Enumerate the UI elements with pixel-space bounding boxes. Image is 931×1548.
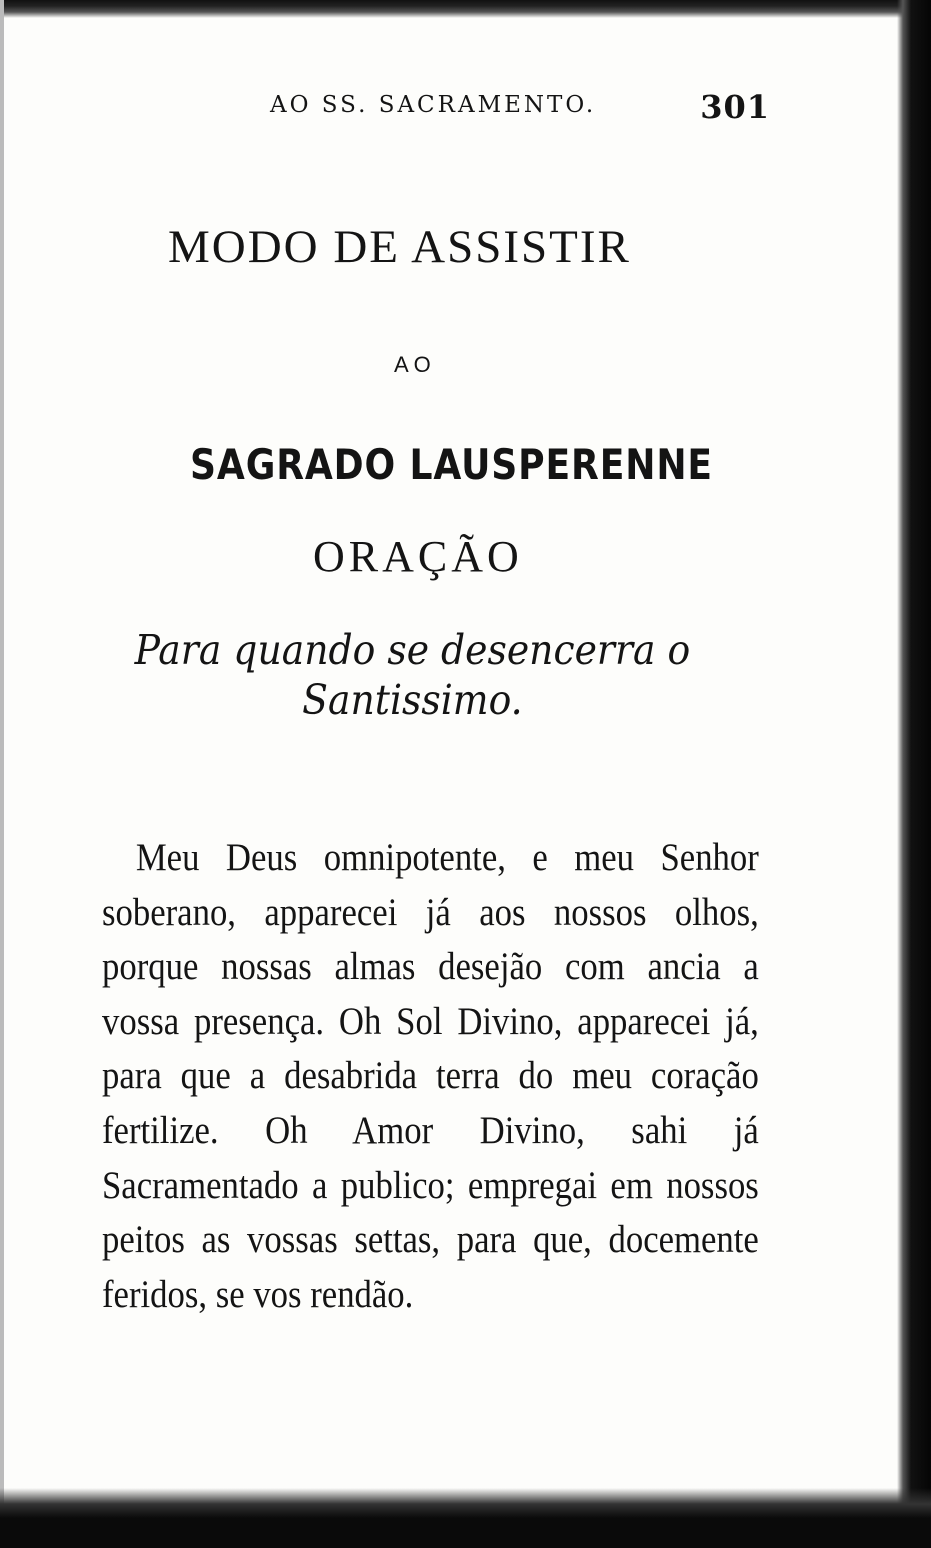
running-head bbox=[270, 88, 770, 128]
heading-sacred: SAGRADO LAUSPERENNE bbox=[190, 440, 713, 489]
prayer-body: Meu Deus omnipotente, e meu Senhor soberano, apparecei já aos nossos olhos, porque nossas almas desejão com ancia a vossa presença. Oh Sol Divino, apparecei já, para que a desabrida terra do meu coração fertilize. Oh Amor Divino, sahi já Sacramentado a publico; empregai em nossos peitos as vossas settas, para que, docemente feridos, se vos rendão. bbox=[102, 836, 759, 1316]
scan-edge-right bbox=[897, 0, 931, 1548]
scan-edge-bottom bbox=[0, 1488, 931, 1548]
heading-main: MODO DE ASSISTIR bbox=[168, 221, 631, 273]
page-number: 301 bbox=[700, 88, 770, 126]
scan-edge-top bbox=[0, 0, 931, 18]
prayer-subtitle: Para quando se desencerra o Santissimo. bbox=[134, 626, 691, 724]
scan-edge-left bbox=[0, 0, 4, 1548]
heading-connector: AO bbox=[394, 352, 436, 377]
heading-prayer: ORAÇÃO bbox=[313, 532, 523, 581]
running-title: AO SS. SACRAMENTO. bbox=[270, 92, 597, 118]
